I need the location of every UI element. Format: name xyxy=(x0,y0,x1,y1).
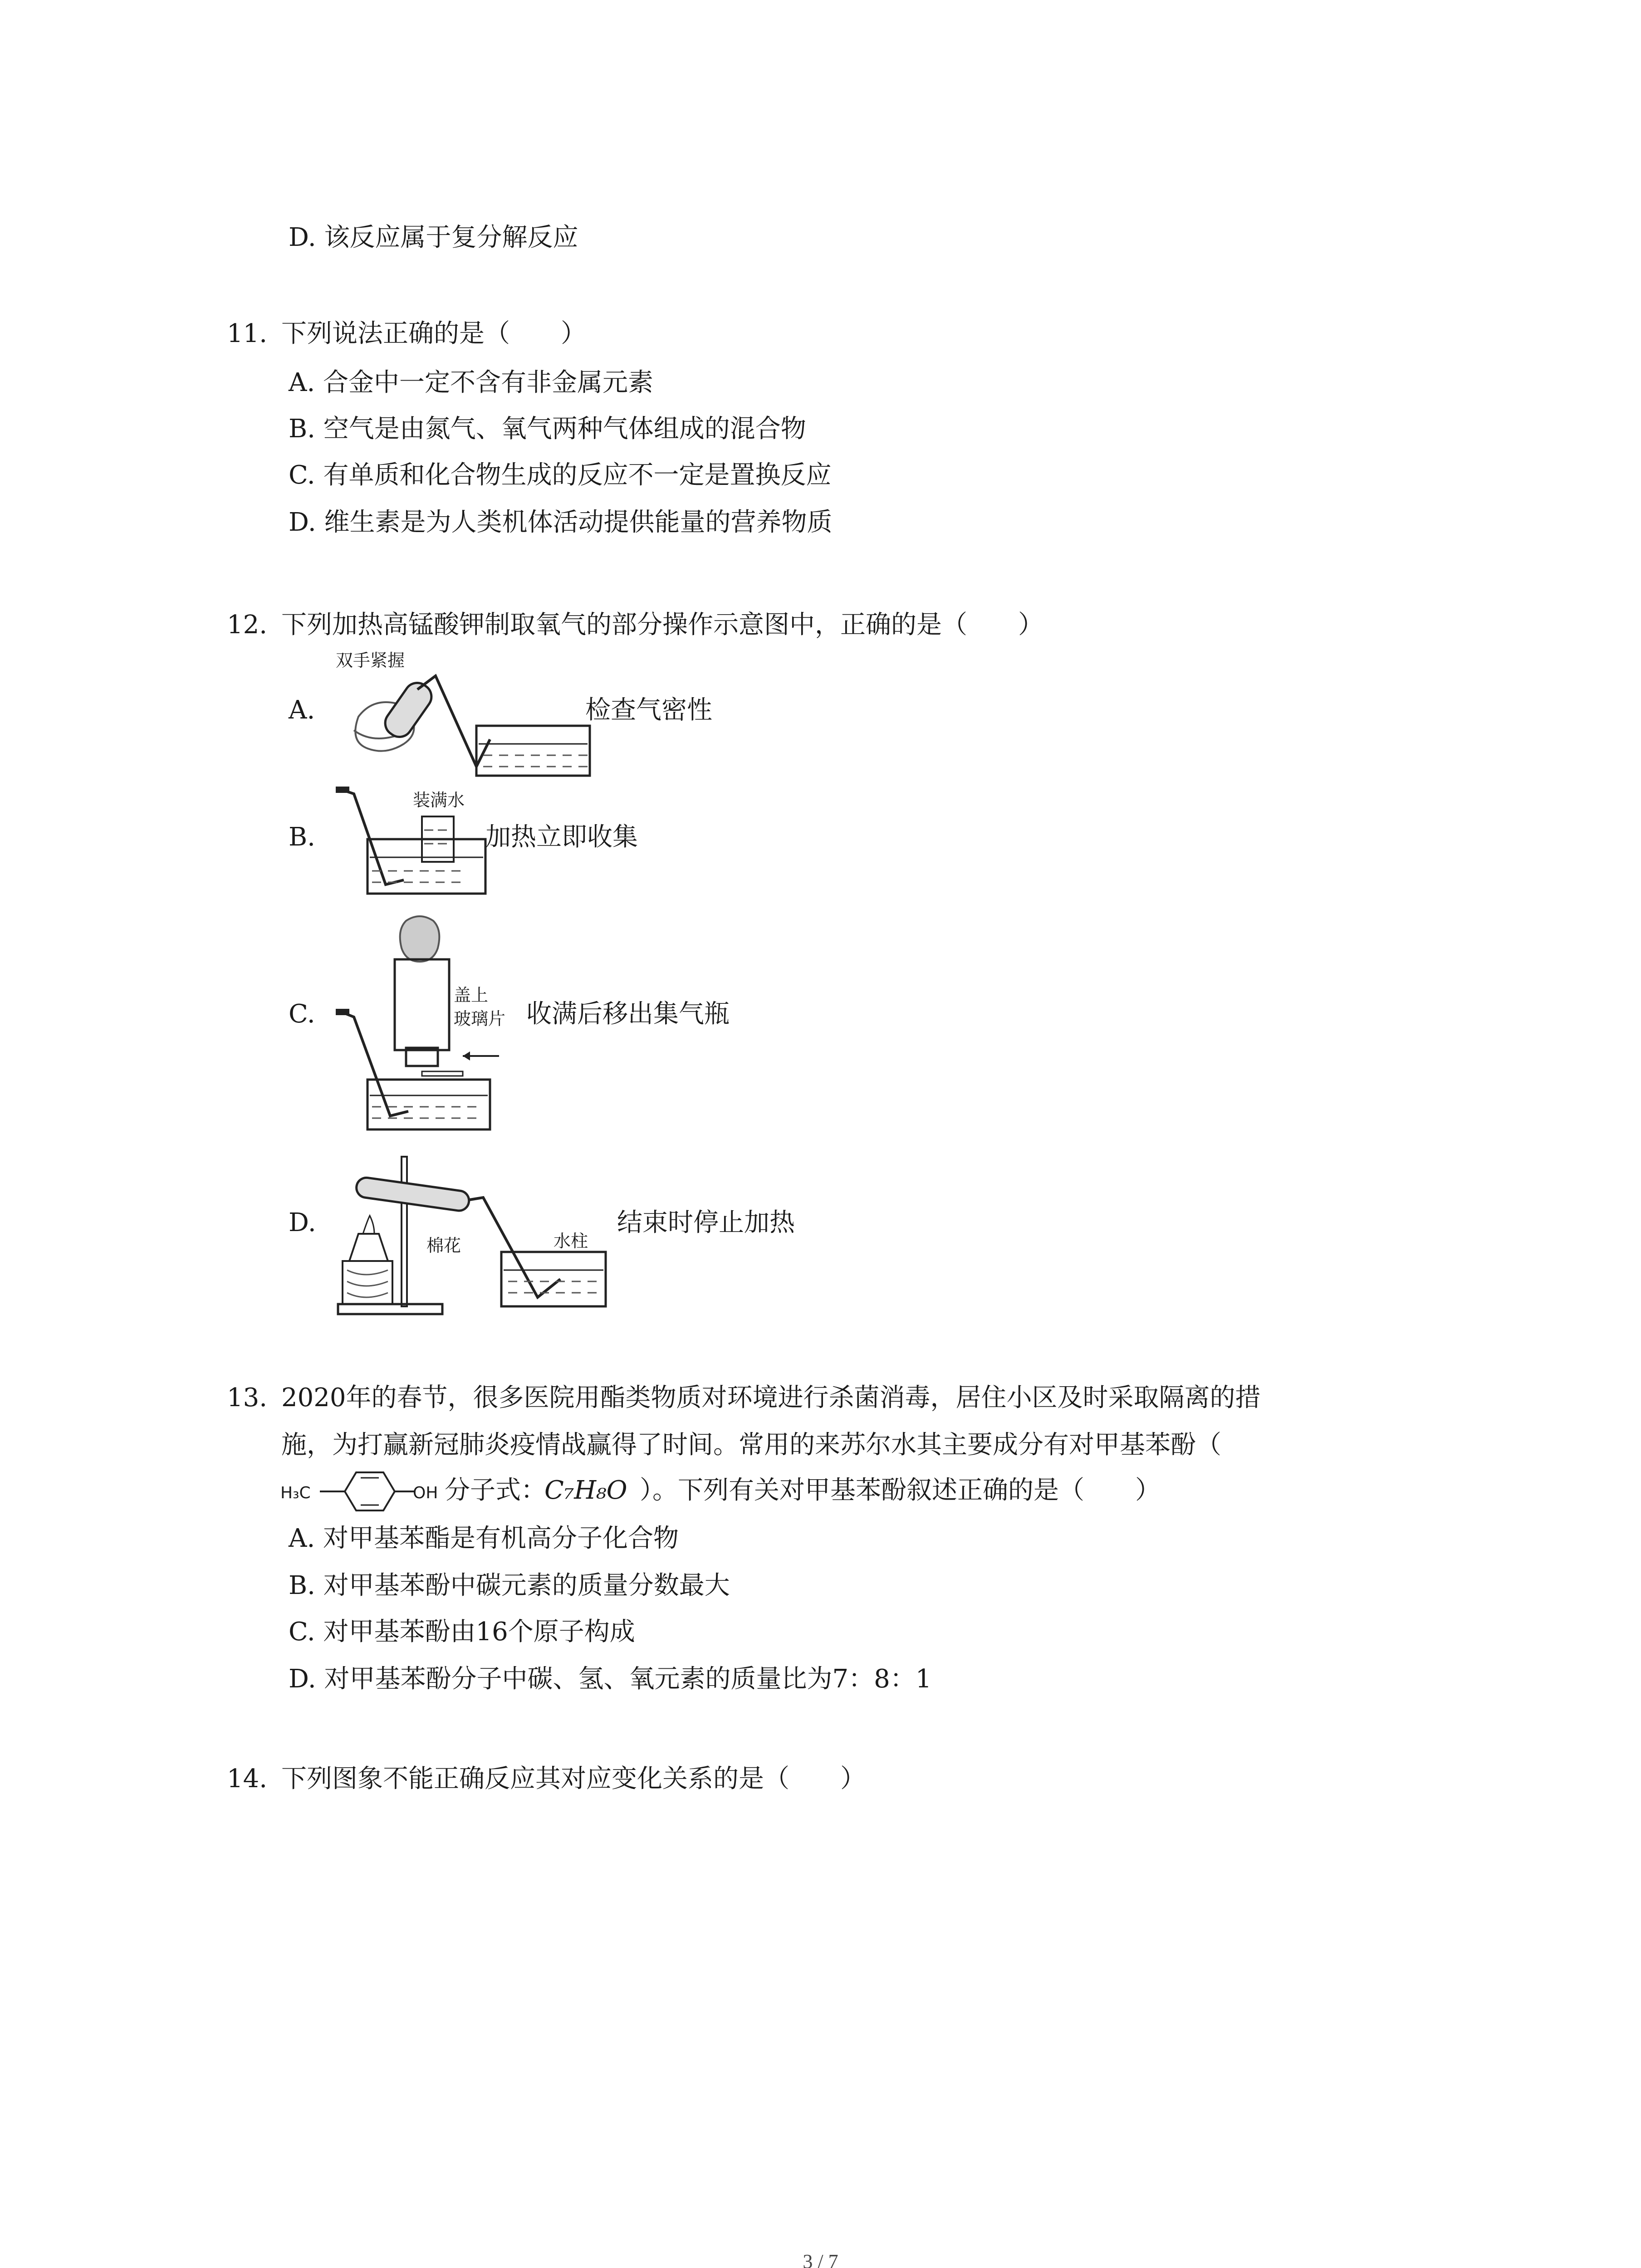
q13-option-a: A. 对甲基苯酯是有机高分子化合物 xyxy=(289,1524,679,1553)
q13-line-3: ）。下列有关对甲基苯酚叙述正确的是（ ） xyxy=(640,1476,1161,1505)
q13-option-d: D. 对甲基苯酚分子中碳、氢、氧元素的质量比为7：8：1 xyxy=(289,1664,932,1694)
q12-figure-c-label-2: 玻璃片 xyxy=(454,1009,506,1029)
q11-option-b: B. 空气是由氮气、氧气两种气体组成的混合物 xyxy=(289,414,806,444)
q13-line-1: 2020年的春节，很多医院用酯类物质对环境进行杀菌消毒，居住小区及时采取隔离的措 xyxy=(281,1383,1261,1413)
q12-stem: 下列加热高锰酸钾制取氧气的部分操作示意图中，正确的是（ ） xyxy=(281,610,1043,640)
q12-option-b-caption: 加热立即收集 xyxy=(485,822,638,852)
q11-option-d: D. 维生素是为人类机体活动提供能量的营养物质 xyxy=(289,508,833,537)
q13-formula-prefix: 分子式： xyxy=(445,1476,546,1505)
q12-number: 12. xyxy=(227,610,268,640)
q13-line-2: 施，为打赢新冠肺炎疫情战赢得了时间。常用的来苏尔水其主要成分有对甲基苯酚（ xyxy=(281,1430,1221,1460)
structure-methyl-label: H₃C xyxy=(280,1484,311,1502)
q14-number: 14. xyxy=(227,1764,268,1794)
q11-number: 11. xyxy=(227,319,268,348)
q12-figure-b-label: 装满水 xyxy=(413,790,465,810)
q12-figure-a-label: 双手紧握 xyxy=(336,650,405,670)
q12-option-c-caption: 收满后移出集气瓶 xyxy=(526,999,730,1029)
q12-figure-b xyxy=(327,780,490,898)
q14-stem: 下列图象不能正确反应其对应变化关系的是（ ） xyxy=(281,1764,866,1794)
q10-option-d: D. 该反应属于复分解反应 xyxy=(289,223,578,252)
structure-hydroxyl-label: OH xyxy=(413,1484,438,1502)
q11-stem: 下列说法正确的是（ ） xyxy=(281,319,586,348)
q12-option-a-caption: 检查气密性 xyxy=(585,695,712,725)
q12-option-d-letter: D. xyxy=(289,1208,316,1237)
q11-option-a: A. 合金中一定不含有非金属元素 xyxy=(289,368,654,397)
q12-figure-d-label-2: 水柱 xyxy=(554,1231,588,1251)
q13-molecular-formula: C₇H₈O xyxy=(544,1476,627,1505)
q12-figure-d-label-1: 棉花 xyxy=(426,1236,461,1256)
q12-option-a-letter: A. xyxy=(289,695,315,725)
q12-option-c-letter: C. xyxy=(289,999,315,1029)
q11-option-c: C. 有单质和化合物生成的反应不一定是置换反应 xyxy=(289,460,832,490)
q12-figure-c-label-1: 盖上 xyxy=(454,985,489,1005)
q13-number: 13. xyxy=(227,1383,268,1413)
page-number: 3 / 7 xyxy=(803,2250,838,2268)
q12-option-d-caption: 结束时停止加热 xyxy=(617,1208,795,1237)
q13-option-b: B. 对甲基苯酚中碳元素的质量分数最大 xyxy=(289,1571,730,1600)
q12-option-b-letter: B. xyxy=(289,822,315,852)
q13-option-c: C. 对甲基苯酚由16个原子构成 xyxy=(289,1617,635,1647)
